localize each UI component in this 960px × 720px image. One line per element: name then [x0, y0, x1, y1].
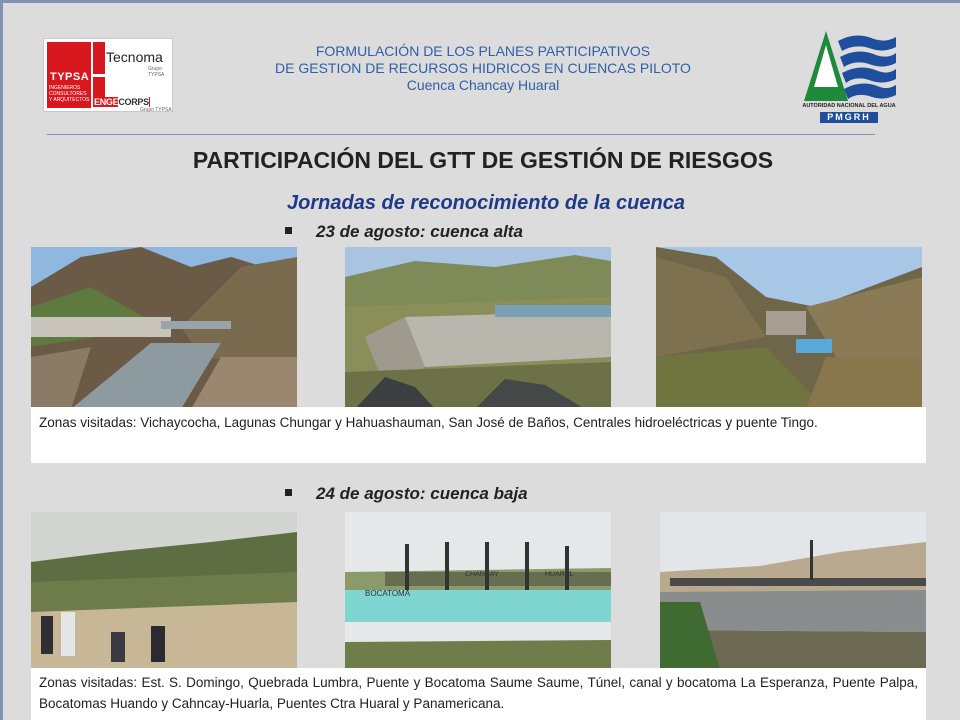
slide-subtitle: Jornadas de reconocimiento de la cuenca — [287, 192, 685, 214]
engecorps-name — [93, 97, 150, 107]
bullet-24-agosto-text: 24 de agosto: cuenca baja — [316, 484, 528, 503]
photo-town-valley — [656, 247, 922, 409]
bocatoma-sign: BOCATOMA — [365, 589, 411, 598]
engecorps-part-a: ENGE — [94, 97, 119, 107]
ana-name: AUTORIDAD NACIONAL DEL AGUA — [802, 103, 896, 109]
photo-dam-laguna — [345, 247, 611, 409]
bullet-23-agosto-text: 23 de agosto: cuenca alta — [316, 222, 523, 241]
bullet-square-icon — [285, 227, 292, 234]
bullet-square-icon — [285, 489, 292, 496]
chancay-sign: CHANCAY — [465, 571, 499, 578]
header-divider — [47, 134, 875, 135]
typsa-logo — [47, 42, 91, 108]
photo-group-field — [31, 512, 297, 670]
typsa-name: TYPSA — [50, 71, 90, 83]
tecnoma-name: Tecnoma — [106, 49, 163, 65]
caption-cuenca-baja: Zonas visitadas: Est. S. Domingo, Quebrada Lumbra, Puente y Bocatoma Saume Saume, Túnel, canal y bocatoma La Esperanza, Puente Palpa, Bocatomas Huando y Cahncay-Huarla, Puentes Ctra Huaral y Panamericana. — [31, 668, 926, 720]
bullet-24-agosto — [285, 484, 528, 504]
huaral-sign: HUARAL — [545, 571, 574, 578]
header-line-1: FORMULACIÓN DE LOS PLANES PARTICIPATIVOS — [315, 43, 651, 59]
engecorps-subtext: Grupo TYPSA — [140, 107, 172, 113]
header-text — [203, 43, 763, 94]
tecnoma-mark — [93, 42, 105, 74]
tecnoma-subtext: Grupo TYPSA — [148, 66, 165, 78]
pmgrh-label: PMGRH — [820, 112, 878, 123]
ana-emblem-icon — [798, 27, 900, 107]
engecorps-part-b: CORPS — [118, 97, 149, 107]
header-line-2: DE GESTION DE RECURSOS HIDRICOS EN CUENCAS PILOTO — [275, 60, 691, 76]
typsa-subtext: INGENIEROS CONSULTORES Y ARQUITECTOS — [49, 85, 90, 103]
ana-logo — [798, 27, 900, 129]
header-line-3: Cuenca Chancay Huaral — [406, 77, 560, 93]
bullet-23-agosto — [285, 222, 523, 242]
typsa-tecnoma-engecorps-logo — [43, 38, 173, 112]
photo-bridge-river — [660, 512, 926, 670]
slide-title: PARTICIPACIÓN DEL GTT DE GESTIÓN DE RIESGOS — [192, 147, 774, 173]
photo-river-valley — [31, 247, 297, 409]
photo-bocatoma-chancay — [345, 512, 611, 670]
caption-cuenca-alta: Zonas visitadas: Vichaycocha, Lagunas Chungar y Hahuashauman, San José de Baños, Centrales hidroeléctricas y puente Tingo. — [31, 407, 926, 463]
